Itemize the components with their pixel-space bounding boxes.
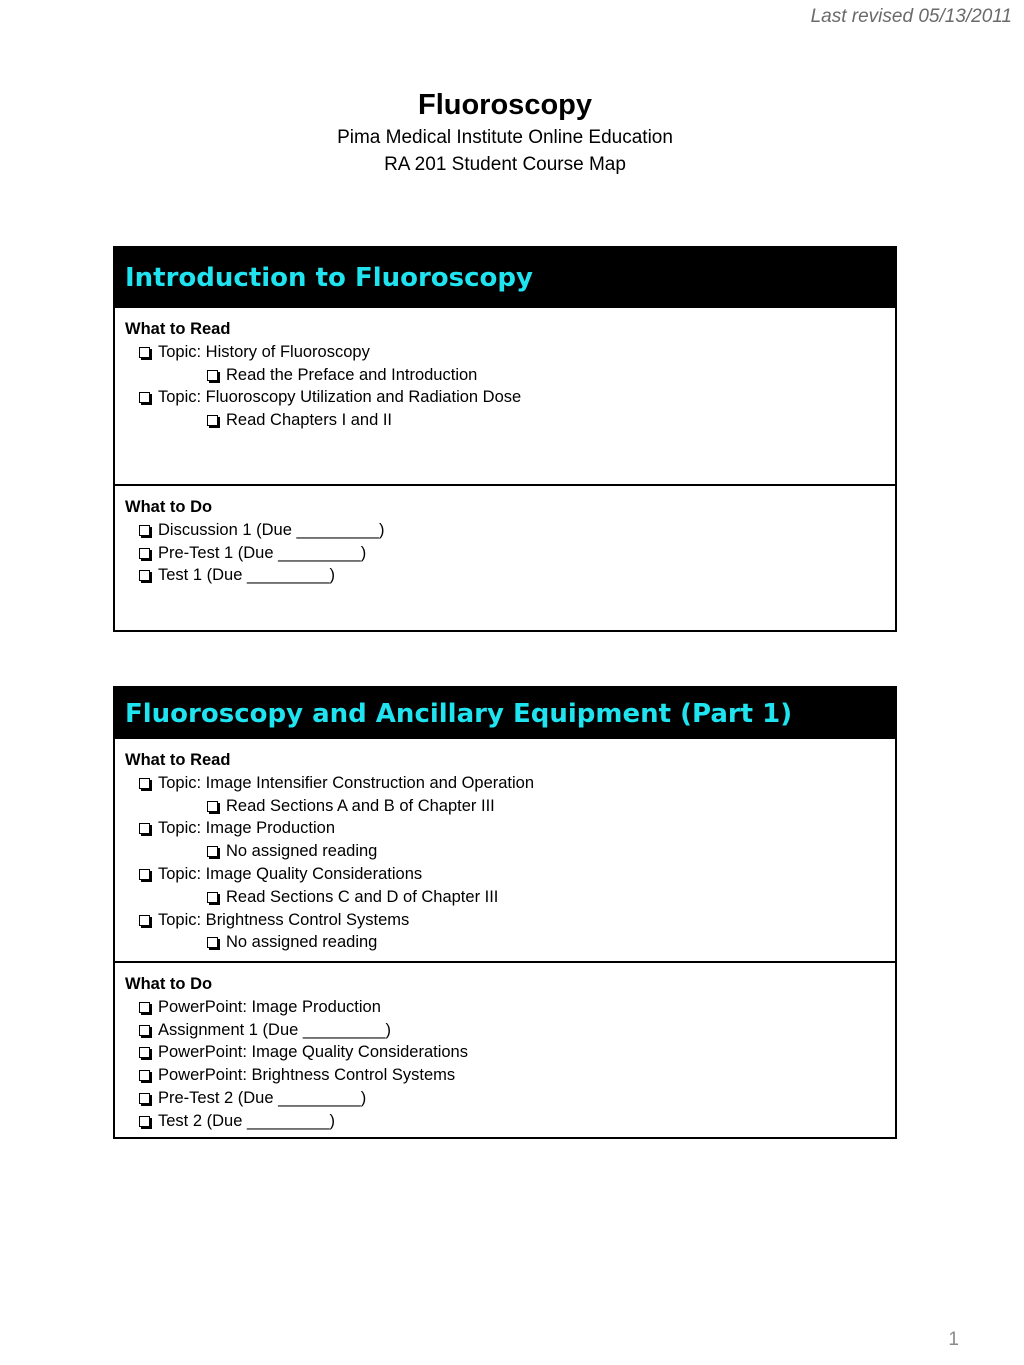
todo-item: Pre-Test 1 (Due _________) [125, 542, 885, 565]
what-to-do-section [115, 484, 895, 630]
what-to-read-heading: What to Read [125, 320, 231, 338]
checkbox-icon[interactable] [139, 525, 150, 536]
page-number: 1 [948, 1329, 959, 1350]
read-item: Topic: Image Production [125, 817, 885, 840]
checkbox-icon[interactable] [139, 392, 150, 403]
read-item: Topic: History of Fluoroscopy [125, 341, 885, 364]
read-item: Topic: Image Quality Considerations [125, 863, 885, 886]
todo-item: Test 2 (Due _________) [125, 1110, 885, 1133]
checkbox-icon[interactable] [139, 347, 150, 358]
checkbox-icon[interactable] [139, 915, 150, 926]
read-subitem: No assigned reading [125, 840, 885, 863]
checkbox-icon[interactable] [139, 869, 150, 880]
last-revised-date: Last revised 05/13/2011 [810, 6, 1012, 27]
checkbox-icon[interactable] [139, 570, 150, 581]
checkbox-icon[interactable] [139, 1002, 150, 1013]
checkbox-icon[interactable] [207, 801, 218, 812]
checkbox-icon[interactable] [207, 937, 218, 948]
checkbox-icon[interactable] [139, 1070, 150, 1081]
module-title-bar [115, 688, 895, 739]
todo-item: PowerPoint: Image Production [125, 996, 885, 1019]
todo-item: Pre-Test 2 (Due _________) [125, 1087, 885, 1110]
read-subitem: No assigned reading [125, 931, 885, 954]
checkbox-icon[interactable] [139, 1025, 150, 1036]
checkbox-icon[interactable] [139, 823, 150, 834]
document-header [0, 86, 1010, 178]
institute-name: Pima Medical Institute Online Education [337, 127, 673, 148]
what-to-read-section [115, 739, 895, 961]
read-subitem: Read the Preface and Introduction [125, 364, 885, 387]
checkbox-icon[interactable] [207, 846, 218, 857]
what-to-do-heading: What to Do [125, 975, 213, 993]
module-ancillary-equipment-box [113, 686, 897, 1139]
read-item: Topic: Image Intensifier Construction and Operation [125, 772, 885, 795]
todo-item: Test 1 (Due _________) [125, 564, 885, 587]
todo-item: Assignment 1 (Due _________) [125, 1019, 885, 1042]
what-to-read-section [115, 308, 895, 484]
module-title-bar [115, 248, 895, 308]
course-map-subtitle: RA 201 Student Course Map [384, 154, 626, 175]
checkbox-icon[interactable] [139, 548, 150, 559]
read-item: Topic: Brightness Control Systems [125, 909, 885, 932]
what-to-do-section [115, 961, 895, 1137]
read-subitem: Read Chapters I and II [125, 409, 885, 432]
read-item: Topic: Fluoroscopy Utilization and Radiation Dose [125, 386, 885, 409]
what-to-do-heading: What to Do [125, 498, 213, 516]
checkbox-icon[interactable] [139, 1116, 150, 1127]
checkbox-icon[interactable] [207, 892, 218, 903]
checkbox-icon[interactable] [139, 778, 150, 789]
todo-item: Discussion 1 (Due _________) [125, 519, 885, 542]
read-subitem: Read Sections C and D of Chapter III [125, 886, 885, 909]
module-title: Introduction to Fluoroscopy [125, 263, 533, 293]
module-title: Fluoroscopy and Ancillary Equipment (Part 1) [125, 698, 793, 729]
what-to-read-heading: What to Read [125, 751, 231, 769]
checkbox-icon[interactable] [207, 370, 218, 381]
page-title: Fluoroscopy [417, 89, 592, 121]
todo-item: PowerPoint: Image Quality Considerations [125, 1041, 885, 1064]
checkbox-icon[interactable] [139, 1093, 150, 1104]
todo-item: PowerPoint: Brightness Control Systems [125, 1064, 885, 1087]
checkbox-icon[interactable] [207, 415, 218, 426]
read-subitem: Read Sections A and B of Chapter III [125, 795, 885, 818]
checkbox-icon[interactable] [139, 1047, 150, 1058]
module-introduction-box [113, 246, 897, 632]
